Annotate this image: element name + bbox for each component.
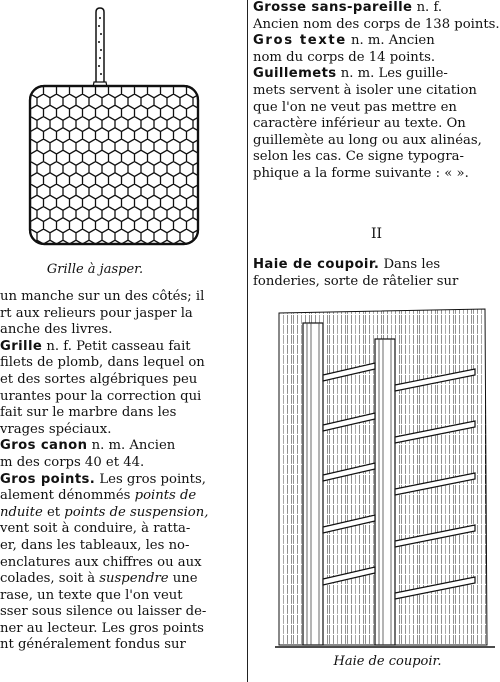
text-line: ner au lecteur. Les gros points <box>0 620 204 636</box>
headword: Gros texte <box>253 33 347 49</box>
text-line: rase, un texte que l'on veut <box>0 587 183 603</box>
headword: Gros points. <box>0 471 96 487</box>
text-line: phique a la forme suivante : « ». <box>253 165 469 181</box>
text-line: colades, soit à suspendre une <box>0 571 198 587</box>
headword: Guillemets <box>253 66 337 82</box>
text-line: nom du corps de 14 points. <box>253 49 436 65</box>
entry-gros-texte: Gros texte n. m. Ancien <box>253 33 435 49</box>
text-line: filets de plomb, dans lequel on <box>0 355 205 371</box>
text-line: fait sur le marbre dans les <box>0 405 177 421</box>
text-line: er, dans les tableaux, les no- <box>0 537 190 553</box>
entry-guillemets: Guillemets n. m. Les guille- <box>253 66 448 82</box>
text-line: vrages spéciaux. <box>0 421 112 437</box>
text-line: Ancien nom des corps de 138 points. <box>253 16 500 32</box>
text-line: et des sortes algébriques peu <box>0 371 198 387</box>
entry-gros-canon: Gros canon n. m. Ancien <box>0 438 176 454</box>
haie-de-coupoir-illustration <box>275 305 497 651</box>
text-line: que l'on ne veut pas mettre en <box>253 99 457 115</box>
entry-grille: Grille n. f. Petit casseau fait <box>0 338 191 354</box>
text-line: rt aux relieurs pour jasper la <box>0 305 193 321</box>
section-number: II <box>370 226 383 242</box>
text-line: un manche sur un des côtés; il <box>0 289 205 304</box>
headword: Grosse sans-pareille <box>253 0 413 15</box>
text-line: guillemète au long ou aux alinéas, <box>253 132 482 148</box>
text-line: mets servent à isoler une citation <box>253 82 477 98</box>
headword: Gros canon <box>0 438 88 454</box>
text-line: vent soit à conduire, à ratta- <box>0 521 191 537</box>
grille-a-jasper-illustration <box>24 4 224 254</box>
left-text-block <box>0 289 243 654</box>
right-text-haie <box>253 257 500 290</box>
entry-gros-points: Gros points. Les gros points, <box>0 471 206 487</box>
text-line: selon les cas. Ce signe typogra- <box>253 149 464 165</box>
text-line: anche des livres. <box>0 322 113 338</box>
text-line: m des corps 40 et 44. <box>0 454 145 470</box>
headword: Grille <box>0 338 43 354</box>
entry-haie-de-coupoir: Haie de coupoir. Dans les <box>253 257 441 272</box>
haie-caption: Haie de coupoir. <box>333 654 442 669</box>
grille-caption: Grille à jasper. <box>46 262 144 277</box>
text-line: nduite et points de suspension, <box>0 504 209 520</box>
text-line: enclatures aux chiffres ou aux <box>0 554 202 570</box>
text-line: sser sous silence ou laisser de- <box>0 604 207 620</box>
entry-grosse-sans-pareille: Grosse sans-pareille n. f. <box>253 0 443 15</box>
right-text-top <box>253 0 500 183</box>
text-line: fonderies, sorte de râtelier sur <box>253 273 459 289</box>
headword: Haie de coupoir. <box>253 257 380 272</box>
text-line: nt généralement fondus sur <box>0 637 186 653</box>
text-line: caractère inférieur au texte. On <box>253 116 466 132</box>
column-divider <box>247 0 248 682</box>
text-line: urantes pour la correction qui <box>0 388 202 404</box>
text-line: alement dénommés points de <box>0 488 197 504</box>
